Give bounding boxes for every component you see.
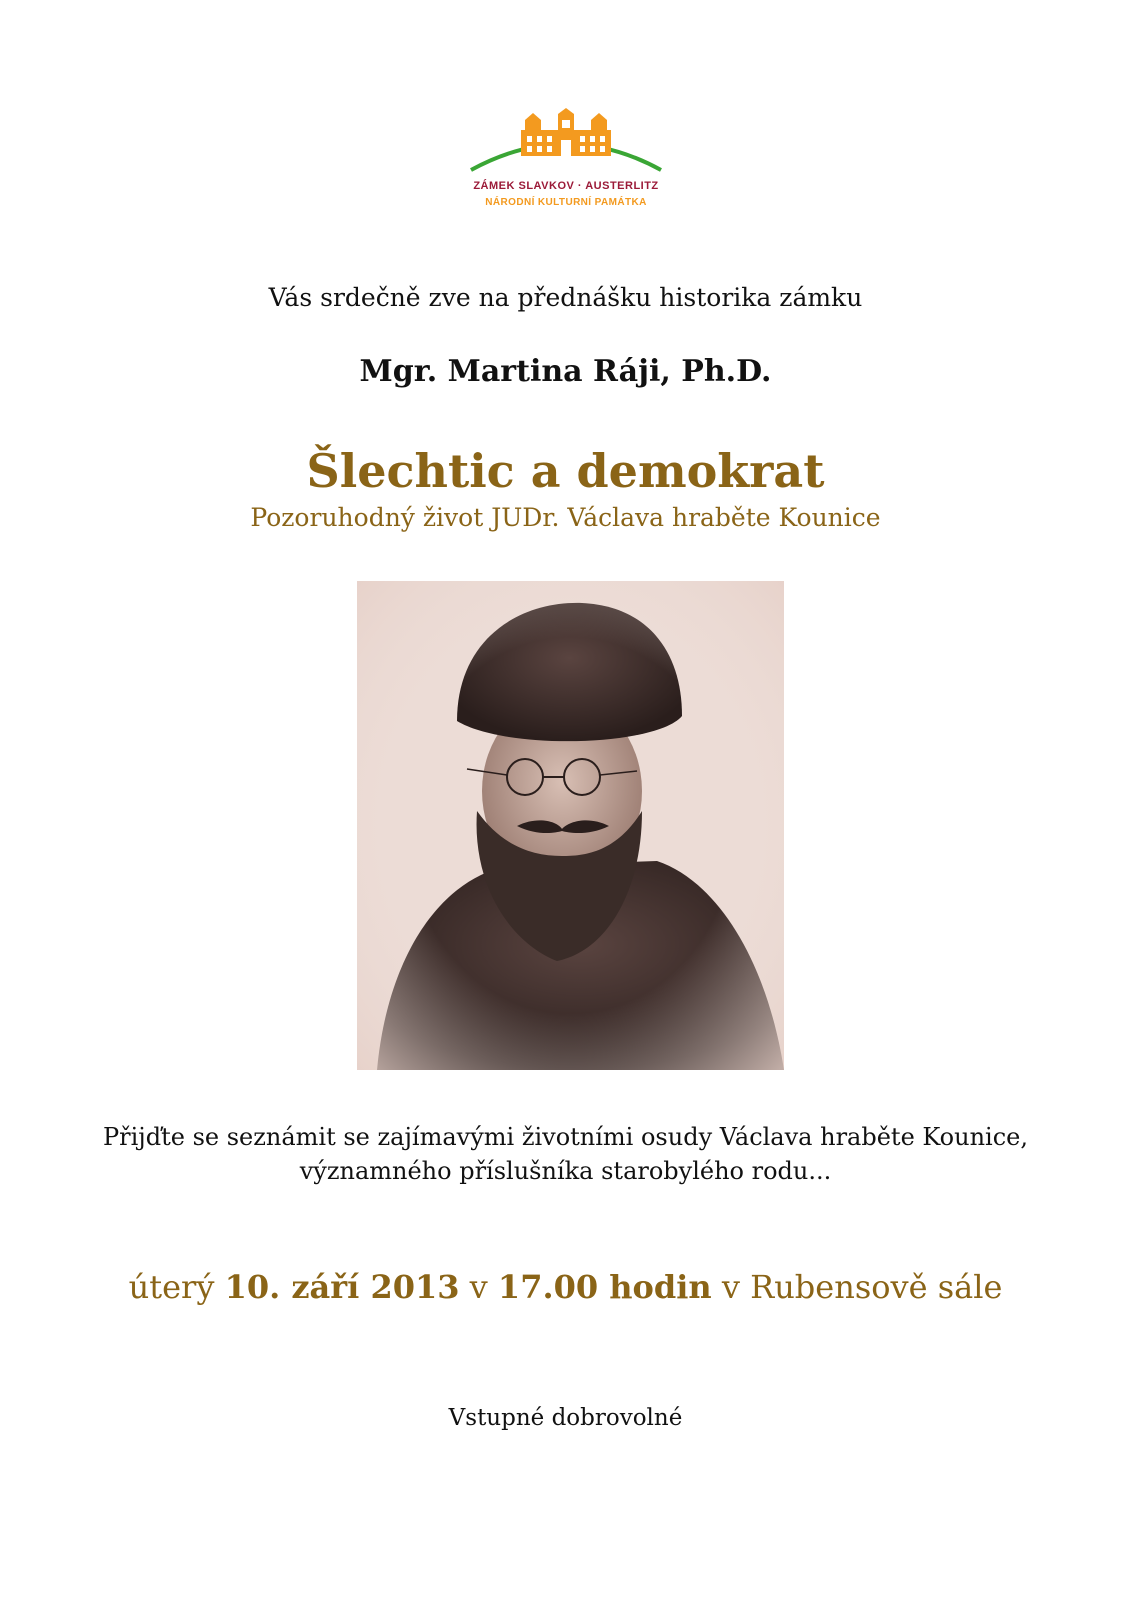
event-place: v Rubensově sále xyxy=(721,1268,1003,1306)
portrait-photo xyxy=(357,581,784,1070)
castle-logo-icon xyxy=(461,108,671,178)
event-day: úterý xyxy=(128,1268,215,1306)
lecture-title: Šlechtic a demokrat xyxy=(306,444,825,498)
event-time: 17.00 hodin xyxy=(497,1268,712,1306)
speaker-name: Mgr. Martina Ráji, Ph.D. xyxy=(359,354,772,389)
admission-note: Vstupné dobrovolné xyxy=(448,1405,683,1431)
event-info xyxy=(0,1268,1131,1306)
logo-subtitle: NÁRODNÍ KULTURNÍ PAMÁTKA xyxy=(485,197,647,208)
invite-text: Vás srdečně zve na přednášku historika zámku xyxy=(268,283,863,312)
castle-logo xyxy=(461,108,671,218)
description-line-2: významného příslušníka starobylého rodu... xyxy=(299,1157,832,1185)
event-date: 10. září 2013 xyxy=(224,1268,460,1306)
event-at: v xyxy=(469,1268,488,1306)
description-line-1: Přijďte se seznámit se zajímavými životními osudy Václava hraběte Kounice, xyxy=(102,1123,1028,1151)
logo-title: ZÁMEK SLAVKOV · AUSTERLITZ xyxy=(473,180,659,192)
description xyxy=(0,1120,1131,1188)
lecture-subtitle: Pozoruhodný život JUDr. Václava hraběte Kounice xyxy=(250,503,881,532)
